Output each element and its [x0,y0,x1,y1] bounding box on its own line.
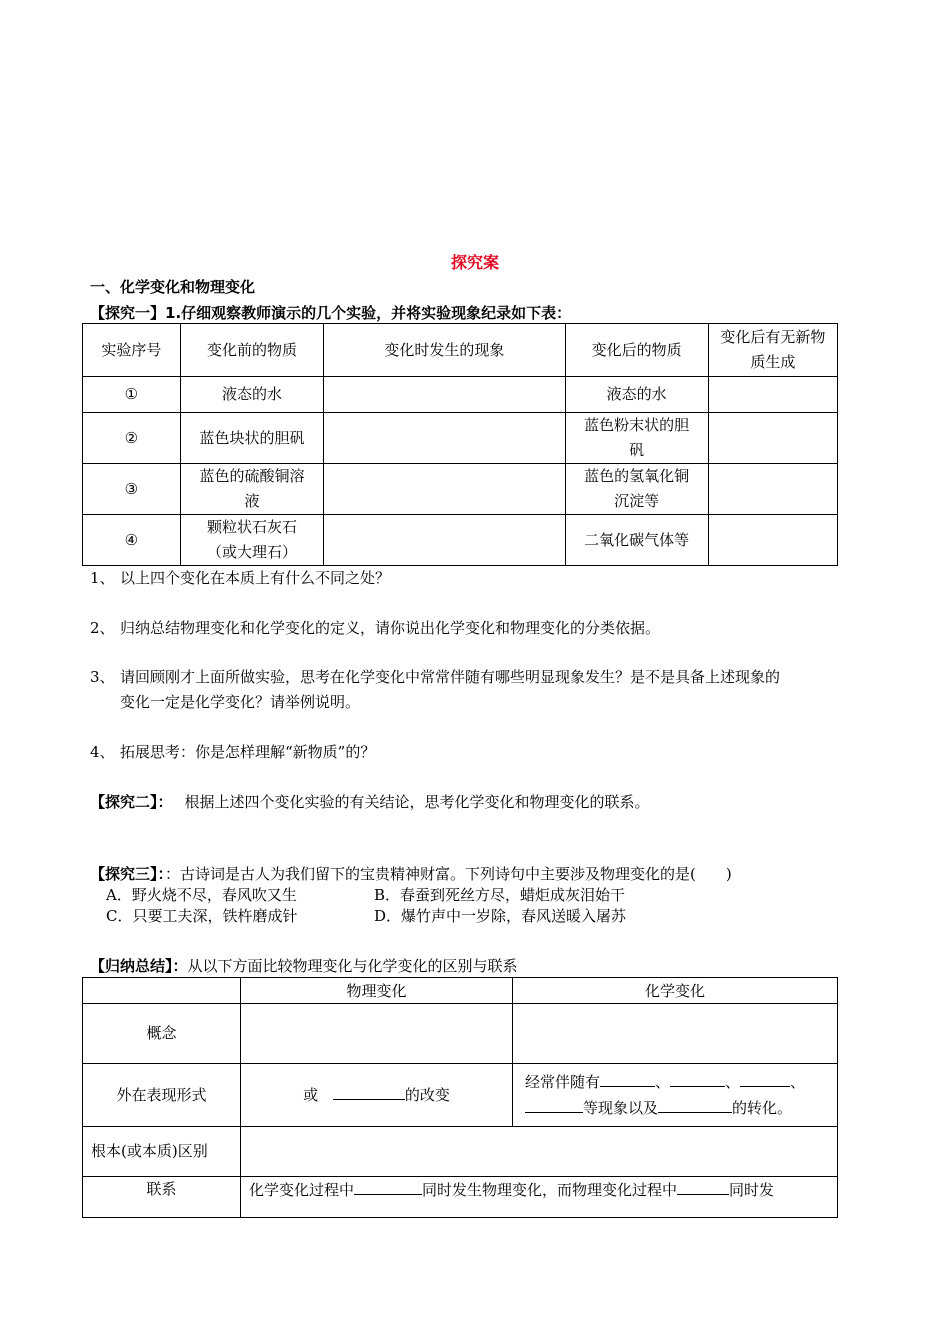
table-row [83,377,838,413]
table-cell-input[interactable] [708,515,837,566]
table-cell-input[interactable] [513,1004,838,1064]
header-cell: 变化时发生的现象 [324,324,565,377]
blank-field[interactable] [677,1177,729,1195]
table-cell: 液态的水 [180,377,324,413]
link-cell [241,1177,838,1218]
explore3-label: 【探究三】： [90,865,166,883]
table-cell-input[interactable] [324,377,565,413]
option-a[interactable]: A．野火烧不尽，春风吹又生 [106,886,297,904]
link-text: 同时发 [729,1181,775,1199]
table-cell: 液态的水 [565,377,708,413]
question-text: 以上四个变化在本质上有什么不同之处？ [120,569,391,587]
table-cell: 蓝色粉末状的胆矾 [565,413,708,464]
form-physical-cell [241,1064,513,1127]
question-number: 1、 [90,569,115,587]
table-row [83,1064,838,1127]
link-text: 同时发生物理变化，而物理变化过程中 [422,1181,678,1199]
table-cell-input[interactable] [324,515,565,566]
row-label-concept: 概念 [83,1004,241,1064]
table-row [83,1177,838,1218]
form-chemical-cell [513,1064,838,1127]
explore2-label: 【探究二】： [90,793,173,811]
table-row [83,1127,838,1177]
blank-field[interactable] [354,1177,422,1195]
table-cell-input[interactable] [324,464,565,515]
option-d[interactable]: D．爆竹声中一岁除，春风送暖入屠苏 [374,907,627,925]
row-label-link: 联系 [83,1177,241,1218]
form-text: 的转化。 [732,1099,793,1117]
blank-field[interactable] [658,1095,732,1113]
question-number: 2、 [90,619,115,637]
table-cell: ① [83,377,181,413]
table-row [83,515,838,566]
question-number: 4、 [90,743,115,761]
question-3 [90,665,870,715]
table-cell: 蓝色的氢氧化铜沉淀等 [565,464,708,515]
form-text: 、 [790,1073,806,1091]
table-cell-input[interactable] [241,1004,513,1064]
summary-label: 【归纳总结】： [90,957,188,975]
explore1-label: 【探究一】 [90,304,166,322]
row-label-form: 外在表现形式 [83,1064,241,1127]
form-text: 或 [303,1086,319,1104]
experiment-table [82,323,838,566]
blank-field[interactable] [600,1069,655,1087]
table-cell-input[interactable] [324,413,565,464]
table-cell: 颗粒状石灰石（或大理石） [180,515,324,566]
question-2 [90,616,870,641]
option-b[interactable]: B．春蚕到死丝方尽，蜡炬成灰泪始干 [374,886,626,904]
header-cell: 变化后有无新物质生成 [708,324,837,377]
question-text: 归纳总结物理变化和化学变化的定义，请你说出化学变化和物理变化的分类依据。 [120,619,661,637]
table-row [83,464,838,515]
link-text: 化学变化过程中 [249,1181,355,1199]
table-cell: ③ [83,464,181,515]
form-text: 、 [655,1073,671,1091]
explore3-text: ：古诗词是古人为我们留下的宝贵精神财富。下列诗句中主要涉及物理变化的是( ) [165,865,732,883]
question-text: 拓展思考：你是怎样理解“新物质”的？ [120,743,376,761]
question-4 [90,740,870,765]
table-cell: 蓝色块状的胆矾 [180,413,324,464]
question-text-cont: 变化一定是化学变化？请举例说明。 [120,693,361,711]
page-title: 探究案 [450,253,499,272]
question-number: 3、 [90,668,115,686]
question-1 [90,566,870,591]
explore2-text: 根据上述四个变化实验的有关结论，思考化学变化和物理变化的联系。 [184,793,650,811]
form-text: 的改变 [404,1086,450,1104]
row-label-essence: 根本(或本质)区别 [83,1127,241,1177]
table-cell-input[interactable] [708,464,837,515]
form-text: 、 [725,1073,741,1091]
header-cell: 实验序号 [83,324,181,377]
blank-field[interactable] [670,1069,725,1087]
explore1-line [90,302,571,323]
option-c[interactable]: C．只要工夫深，铁杵磨成针 [106,907,298,925]
section-heading: 一、化学变化和物理变化 [90,278,256,296]
blank-field[interactable] [525,1095,583,1113]
summary-line [90,955,518,976]
table-cell: 蓝色的硫酸铜溶液 [180,464,324,515]
explore1-text: 1.仔细观察教师演示的几个实验，并将实验现象纪录如下表： [165,304,572,322]
comparison-table [82,977,838,1218]
table-cell: 二氧化碳气体等 [565,515,708,566]
table-row [83,1004,838,1064]
header-cell [83,978,241,1004]
form-text: 等现象以及 [583,1099,659,1117]
explore2-line [90,791,650,812]
table-cell: ④ [83,515,181,566]
form-text: 经常伴随有 [525,1073,601,1091]
table-cell-input[interactable] [708,377,837,413]
question-text: 请回顾刚才上面所做实验，思考在化学变化中常常伴随有哪些明显现象发生？是不是具备上述现象的 [120,668,781,686]
table-row [83,413,838,464]
blank-field[interactable] [740,1069,790,1087]
table-cell: ② [83,413,181,464]
header-cell: 物理变化 [241,978,513,1004]
header-cell: 化学变化 [513,978,838,1004]
table-cell-input[interactable] [241,1127,838,1177]
explore3-line [90,863,732,884]
summary-text: 从以下方面比较物理变化与化学变化的区别与联系 [187,957,518,975]
table-header-row [83,978,838,1004]
table-cell-input[interactable] [708,413,837,464]
blank-field[interactable] [333,1082,405,1100]
header-cell: 变化后的物质 [565,324,708,377]
header-cell: 变化前的物质 [180,324,324,377]
table-header-row [83,324,838,377]
